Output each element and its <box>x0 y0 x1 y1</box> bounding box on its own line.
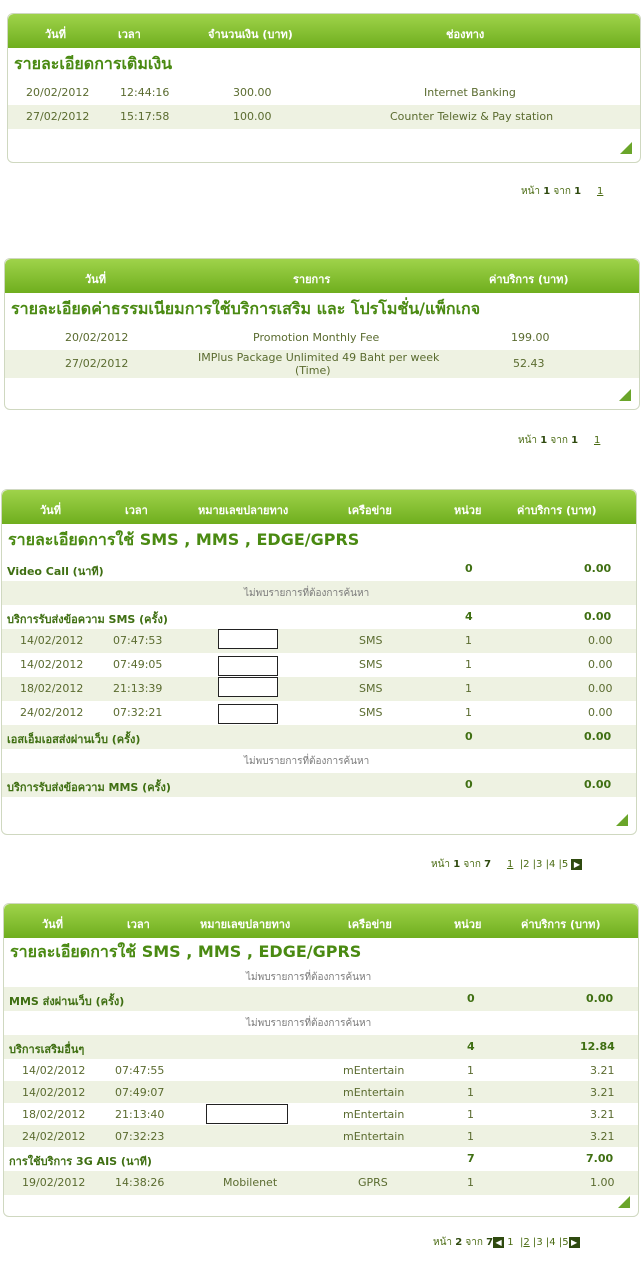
resize-corner-icon <box>616 814 628 826</box>
group-row: เอสเอ็มเอสส่งผ่านเว็บ (ครั้ง) 0 0.00 <box>2 725 636 749</box>
table-row: 24/02/2012 07:32:21 SMS 1 0.00 <box>2 701 636 725</box>
redacted-number <box>218 656 278 676</box>
topup-pager: หน้า 1 จาก 1 1 <box>521 186 604 197</box>
redacted-number <box>218 629 278 649</box>
page-link-4[interactable]: 4 <box>549 1237 556 1248</box>
redacted-number <box>206 1104 288 1124</box>
page-link-1[interactable]: 1 <box>506 859 514 870</box>
table-row: 24/02/2012 07:32:23 mEntertain 1 3.21 <box>4 1125 638 1147</box>
usage1-pager: หน้า 1 จาก 7 1 |2 |3 |4 |5 ▶ <box>431 857 582 872</box>
resize-corner-icon <box>620 142 632 154</box>
next-page-icon[interactable]: ▶ <box>569 1237 580 1248</box>
group-row: MMS ส่งผ่านเว็บ (ครั้ง) 0 0.00 <box>4 987 638 1011</box>
group-row: บริการรับส่งข้อความ MMS (ครั้ง) 0 0.00 <box>2 773 636 797</box>
group-row: Video Call (นาที) 0 0.00 <box>7 562 612 578</box>
page-link-1[interactable]: 1 <box>593 435 601 446</box>
table-row: 27/02/2012 15:17:58 100.00 Counter Telewiz & Pay station <box>8 105 640 129</box>
redacted-number <box>218 677 278 697</box>
page-link-4[interactable]: 4 <box>548 859 556 870</box>
usage2-pager: หน้า 2 จาก 7 ◀ 1 |2 |3 |4 |5 ▶ <box>433 1235 580 1250</box>
page-link-1[interactable]: 1 <box>596 186 604 197</box>
group-row: การใช้บริการ 3G AIS (นาที) 7 7.00 <box>9 1152 614 1168</box>
page-link-5[interactable]: 5 <box>561 859 569 870</box>
fees-header: วันที่ รายการ ค่าบริการ (บาท) <box>5 259 639 293</box>
no-result-row: ไม่พบรายการที่ต้องการค้นหา <box>244 756 370 767</box>
page-link-2[interactable]: 2 <box>523 1237 530 1248</box>
usage-panel-2 <box>3 903 639 1217</box>
col-time: เวลา <box>118 28 141 41</box>
table-row: 18/02/2012 21:13:39 SMS 1 0.00 <box>2 677 636 701</box>
col-channel: ช่องทาง <box>446 28 485 41</box>
topup-header <box>8 14 640 48</box>
fees-pager: หน้า 1 จาก 1 1 <box>518 435 601 446</box>
table-row: 20/02/2012 Promotion Monthly Fee 199.00 <box>65 331 550 344</box>
page-link-2[interactable]: 2 <box>523 859 530 870</box>
group-row: บริการรับส่งข้อความ SMS (ครั้ง) 4 0.00 <box>7 610 612 626</box>
page-link-5[interactable]: 5 <box>562 1237 569 1248</box>
col-amount: จำนวนเงิน (บาท) <box>208 28 293 41</box>
resize-corner-icon <box>619 389 631 401</box>
resize-corner-icon <box>618 1196 630 1208</box>
topup-panel <box>7 13 641 163</box>
table-row: 14/02/2012 07:47:55 mEntertain 1 3.21 <box>22 1064 615 1077</box>
usage-header: วันที่ เวลา หมายเลขปลายทาง เครือข่าย หน่วย ค่าบริการ (บาท) <box>2 490 636 524</box>
table-row: 14/02/2012 07:49:07 mEntertain 1 3.21 <box>4 1081 638 1103</box>
table-row: 27/02/2012 IMPlus Package Unlimited 49 Baht per week (Time) 52.43 <box>5 350 639 378</box>
redacted-number <box>218 704 278 724</box>
col-date: วันที่ <box>45 28 66 41</box>
table-row: 14/02/2012 07:47:53 SMS 1 0.00 <box>2 629 636 653</box>
group-row: บริการเสริมอื่นๆ 4 12.84 <box>4 1035 638 1059</box>
prev-page-icon[interactable]: ◀ <box>493 1237 504 1248</box>
topup-title: รายละเอียดการเติมเงิน <box>14 54 173 73</box>
table-row: 14/02/2012 07:49:05 SMS 1 0.00 <box>2 653 636 677</box>
page-link-1[interactable]: 1 <box>507 1237 514 1248</box>
fees-panel <box>4 258 640 410</box>
usage-header: วันที่ เวลา หมายเลขปลายทาง เครือข่าย หน่วย ค่าบริการ (บาท) <box>4 904 638 938</box>
table-row: 18/02/2012 21:13:40 mEntertain 1 3.21 <box>4 1103 638 1125</box>
table-row: 20/02/2012 12:44:16 300.00 Internet Banking <box>26 86 516 99</box>
no-result-row: ไม่พบรายการที่ต้องการค้นหา <box>246 972 372 983</box>
usage-title: รายละเอียดการใช้ SMS , MMS , EDGE/GPRS <box>8 530 360 549</box>
page-link-3[interactable]: 3 <box>536 859 543 870</box>
usage-title: รายละเอียดการใช้ SMS , MMS , EDGE/GPRS <box>10 942 362 961</box>
fees-title: รายละเอียดค่าธรรมเนียมการใช้บริการเสริม และ โปรโมชั่น/แพ็กเกจ <box>11 299 481 318</box>
no-result-row: ไม่พบรายการที่ต้องการค้นหา <box>246 1018 372 1029</box>
no-result-row: ไม่พบรายการที่ต้องการค้นหา <box>2 581 636 605</box>
table-row: 19/02/2012 14:38:26 Mobilenet GPRS 1 1.00 <box>4 1171 638 1195</box>
page-link-3[interactable]: 3 <box>536 1237 543 1248</box>
next-page-icon[interactable]: ▶ <box>571 859 582 870</box>
usage-panel-1 <box>1 489 637 835</box>
